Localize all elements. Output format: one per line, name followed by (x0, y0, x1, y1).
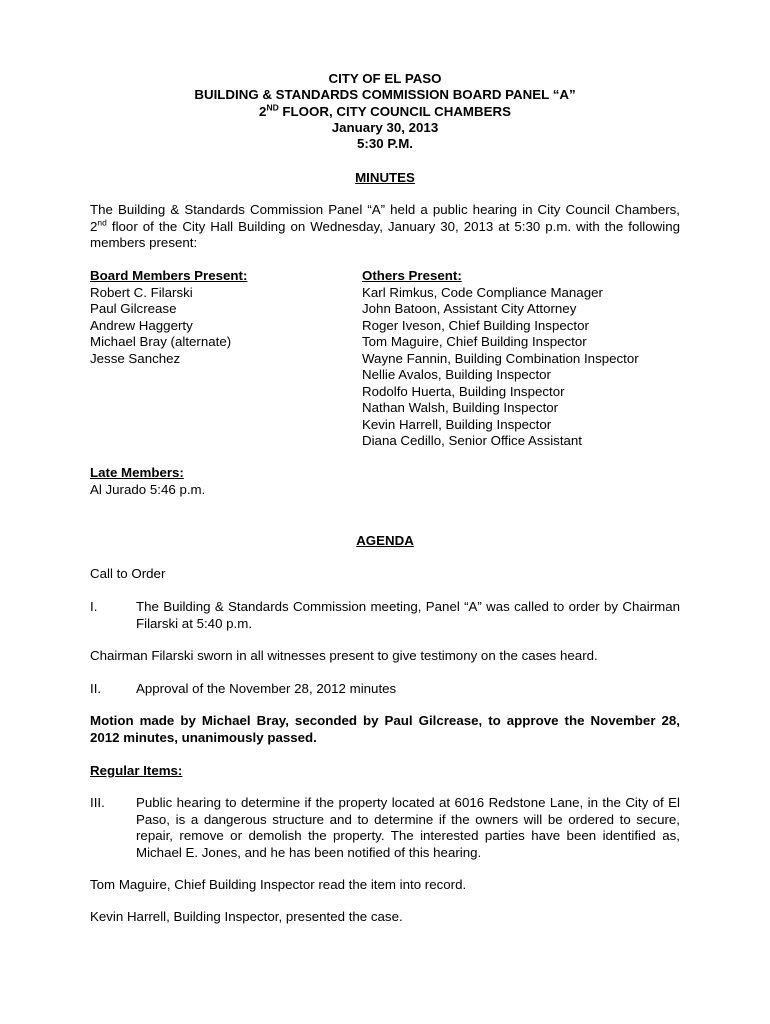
item-text: Approval of the November 28, 2012 minutes (136, 681, 397, 696)
item-text: The Building & Standards Commission meeting, Panel “A” was called to order by Chairman Filarski at 5:40 p.m. (136, 599, 680, 631)
late-members-heading: Late Members: (90, 465, 184, 480)
header-date: January 30, 2013 (331, 120, 439, 135)
board-members-heading: Board Members Present: (90, 268, 248, 283)
read-into-record: Tom Maguire, Chief Building Inspector read the item into record. (90, 877, 467, 892)
header-commission: BUILDING & STANDARDS COMMISSION BOARD PANEL “A” (194, 87, 576, 102)
list-item: Diana Cedillo, Senior Office Assistant (362, 433, 583, 448)
sworn-statement: Chairman Filarski sworn in all witnesses present to give testimony on the cases heard. (90, 648, 598, 663)
intro-paragraph: The Building & Standards Commission Panel “A” held a public hearing in City Council Chambers, 2nd floor of the City Hall Building on Wednesday, January 30, 2013 at 5:30 p.m. with the following members present: (90, 202, 680, 250)
list-item: Karl Rimkus, Code Compliance Manager (362, 284, 603, 300)
list-item: Andrew Haggerty (90, 317, 193, 333)
list-item: Nellie Avalos, Building Inspector (362, 367, 551, 382)
list-item: John Batoon, Assistant City Attorney (362, 301, 577, 316)
list-item: Roger Iveson, Chief Building Inspector (362, 317, 589, 333)
item-number: II. (90, 681, 102, 696)
list-item: Michael Bray (alternate) (90, 334, 232, 349)
list-item: Paul Gilcrease (90, 301, 177, 316)
case-presented: Kevin Harrell, Building Inspector, presented the case. (90, 909, 403, 924)
call-to-order: Call to Order (90, 566, 166, 581)
list-item: Nathan Walsh, Building Inspector (362, 400, 559, 415)
late-members (90, 465, 205, 498)
others-present-heading: Others Present: (362, 268, 462, 283)
item-number: III. (90, 795, 105, 810)
board-members-list (90, 268, 247, 367)
item-text: Public hearing to determine if the property located at 6016 Redstone Lane, in the City of El Paso, is a dangerous structure and to determine if the owners will be ordered to secure, repair, remove or demolish the property. The interested parties have been identified as, Michael E. Jones, and he has been notified of this hearing. (136, 795, 680, 860)
header-floor: 2ND FLOOR, CITY COUNCIL CHAMBERS (259, 102, 511, 119)
list-item: Wayne Fannin, Building Combination Inspector (362, 350, 639, 366)
minutes-title: MINUTES (355, 170, 415, 185)
header-city: CITY OF EL PASO (328, 71, 442, 86)
header-time: 5:30 P.M. (357, 136, 413, 151)
item-number: I. (90, 599, 98, 614)
motion-statement: Motion made by Michael Bray, seconded by Paul Gilcrease, to approve the November 28, 2012 minutes, unanimously passed. (90, 713, 680, 745)
others-present-list (362, 268, 639, 450)
regular-items-heading: Regular Items: (90, 763, 183, 778)
list-item: Al Jurado 5:46 p.m. (90, 481, 206, 497)
list-item: Kevin Harrell, Building Inspector (362, 416, 552, 432)
list-item: Jesse Sanchez (90, 350, 181, 366)
agenda-title: AGENDA (356, 533, 414, 548)
list-item: Rodolfo Huerta, Building Inspector (362, 383, 565, 399)
list-item: Tom Maguire, Chief Building Inspector (362, 334, 587, 349)
list-item: Robert C. Filarski (90, 284, 193, 300)
